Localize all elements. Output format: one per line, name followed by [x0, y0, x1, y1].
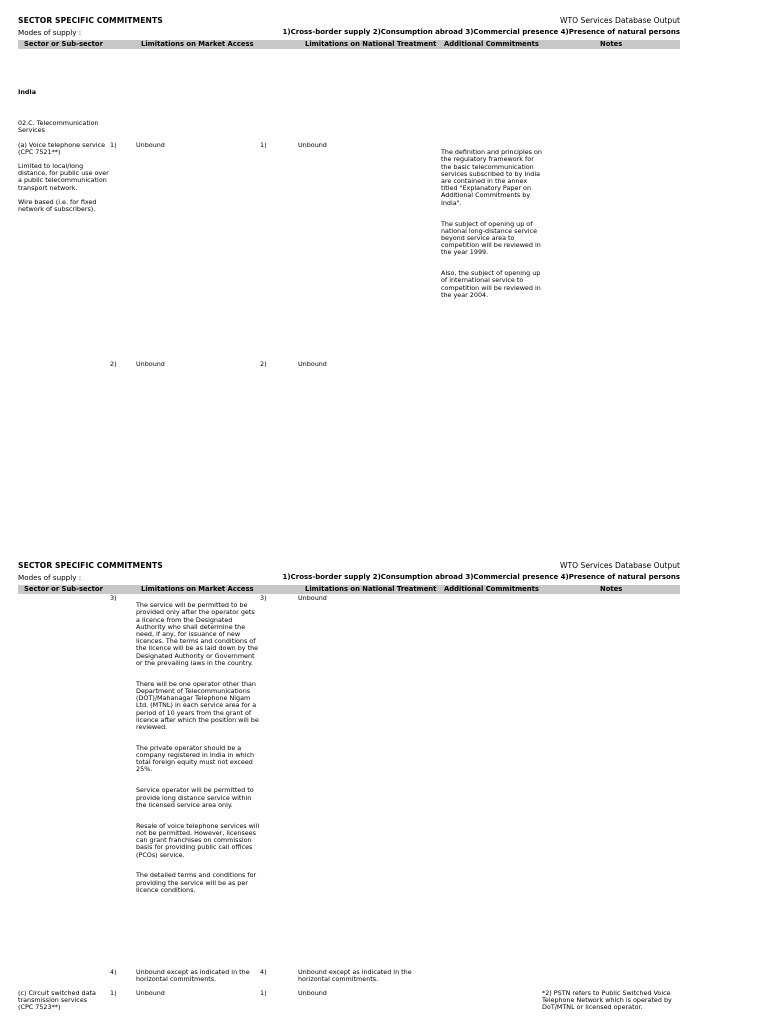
mode1-national-treatment: Unbound: [298, 141, 327, 149]
modes-of-supply-label: Modes of supply :: [18, 573, 82, 582]
subsector-c-mode: 1): [110, 989, 117, 997]
modes-list: 1)Cross-border supply 2)Consumption abroad 3)Commercial presence 4)Presence of natural persons: [282, 28, 680, 36]
ma-para: Service operator will be permitted to provide long distance service within the licensed service area only.: [136, 786, 254, 809]
mode3-nt-mode: 3): [260, 594, 267, 602]
ma-para: The detailed terms and conditions for providing the service will be as per licence conditions.: [136, 871, 257, 894]
subsector-a-desc: Limited to local/long distance, for public use over a public telecommunication transport network.: [18, 162, 109, 192]
page-title: SECTOR SPECIFIC COMMITMENTS: [18, 561, 163, 570]
col-notes: Notes: [600, 40, 623, 48]
subsector-a-mode: 1): [110, 141, 117, 149]
ma-para: The service will be permitted to be provided only after the operator gets a licence from the Designated Authority who shall determine the need, if any, for issuance of new licences. The terms and conditions of the licence will be as laid down by the Designated Authority or Government or the prevailing laws in the country.: [136, 601, 259, 667]
mode2-national-treatment: Unbound: [298, 360, 327, 368]
col-national-treatment: Limitations on National Treatment: [305, 40, 437, 48]
col-market-access: Limitations on Market Access: [141, 40, 254, 48]
page-title: SECTOR SPECIFIC COMMITMENTS: [18, 16, 163, 25]
subsector-a-cpc: (CPC 7521**): [18, 148, 61, 156]
mode3-national-treatment: Unbound: [298, 594, 327, 602]
additional-commitments: [441, 142, 545, 313]
mode2-market-access: Unbound: [136, 360, 165, 368]
mode3-market-access: [136, 595, 260, 908]
mode1-market-access: Unbound: [136, 141, 165, 149]
sector-code: 02.C. Telecommunication Services: [18, 119, 99, 135]
subsector-c-cpc: (CPC 7523**): [18, 1003, 61, 1011]
subsector-a-desc-2: Wire based (i.e. for fixed network of subscribers).: [18, 198, 97, 214]
ma-para: Resale of voice telephone services will not be permitted. However, licensees can grant franchises on commission basis for providing public call offices (PCOs) service.: [136, 821, 260, 859]
col-notes: Notes: [600, 585, 623, 593]
subsector-c-national-treatment: Unbound: [298, 989, 327, 997]
mode1-nt-mode: 1): [260, 141, 267, 149]
mode4-mode: 4): [110, 968, 117, 976]
additional-para: Also, the subject of opening up of international service to competition will be reviewed in the year 2004.: [441, 269, 541, 299]
col-national-treatment: Limitations on National Treatment: [305, 585, 437, 593]
subsector-c-note: *2) PSTN refers to Public Switched Voice Telephone Network which is operated by DoT/MTNL or licensed operator.: [542, 989, 672, 1012]
col-sector: Sector or Sub-sector: [24, 585, 103, 593]
ma-para: The private operator should be a company registered in India in which total foreign equity must not exceed 25%.: [136, 743, 255, 774]
modes-of-supply-label: Modes of supply :: [18, 28, 82, 37]
additional-para: The definition and principles on the regulatory framework for the basic telecommunication services subscribed to by India are contained in the annex titled "Explanatory Paper on Additional Commitments by India".: [441, 148, 542, 207]
mode2-nt-mode: 2): [260, 360, 267, 368]
mode3-mode: 3): [110, 594, 117, 602]
column-header-bar: [18, 40, 680, 49]
col-additional: Additional Commitments: [444, 40, 539, 48]
db-output-label: WTO Services Database Output: [560, 16, 680, 25]
additional-para: The subject of opening up of national long-distance service beyond service area to competition will be reviewed in the year 1999.: [441, 219, 541, 257]
modes-list: 1)Cross-border supply 2)Consumption abroad 3)Commercial presence 4)Presence of natural persons: [282, 573, 680, 581]
subsector-c-nt-mode: 1): [260, 989, 267, 997]
column-header-bar: [18, 585, 680, 594]
col-additional: Additional Commitments: [444, 585, 539, 593]
subsector-a-title: (a) Voice telephone service: [18, 141, 106, 149]
mode4-nt-mode: 4): [260, 968, 267, 976]
mode2-mode: 2): [110, 360, 117, 368]
country-name: India: [18, 88, 37, 96]
subsector-c-market-access: Unbound: [136, 989, 165, 997]
col-market-access: Limitations on Market Access: [141, 585, 254, 593]
col-sector: Sector or Sub-sector: [24, 40, 103, 48]
db-output-label: WTO Services Database Output: [560, 561, 680, 570]
subsector-c-title: (c) Circuit switched data transmission services: [18, 989, 96, 1005]
mode4-market-access: Unbound except as indicated in the horizontal commitments.: [136, 968, 250, 984]
ma-para: There will be one operator other than Department of Telecommunications (DOT)/Mahanagar Telephone Nigam Ltd. (MTNL) in each service area for a period of 10 years from the grant of licence after which the position will be reviewed.: [136, 679, 259, 731]
mode4-national-treatment: Unbound except as indicated in the horizontal commitments.: [298, 968, 412, 984]
